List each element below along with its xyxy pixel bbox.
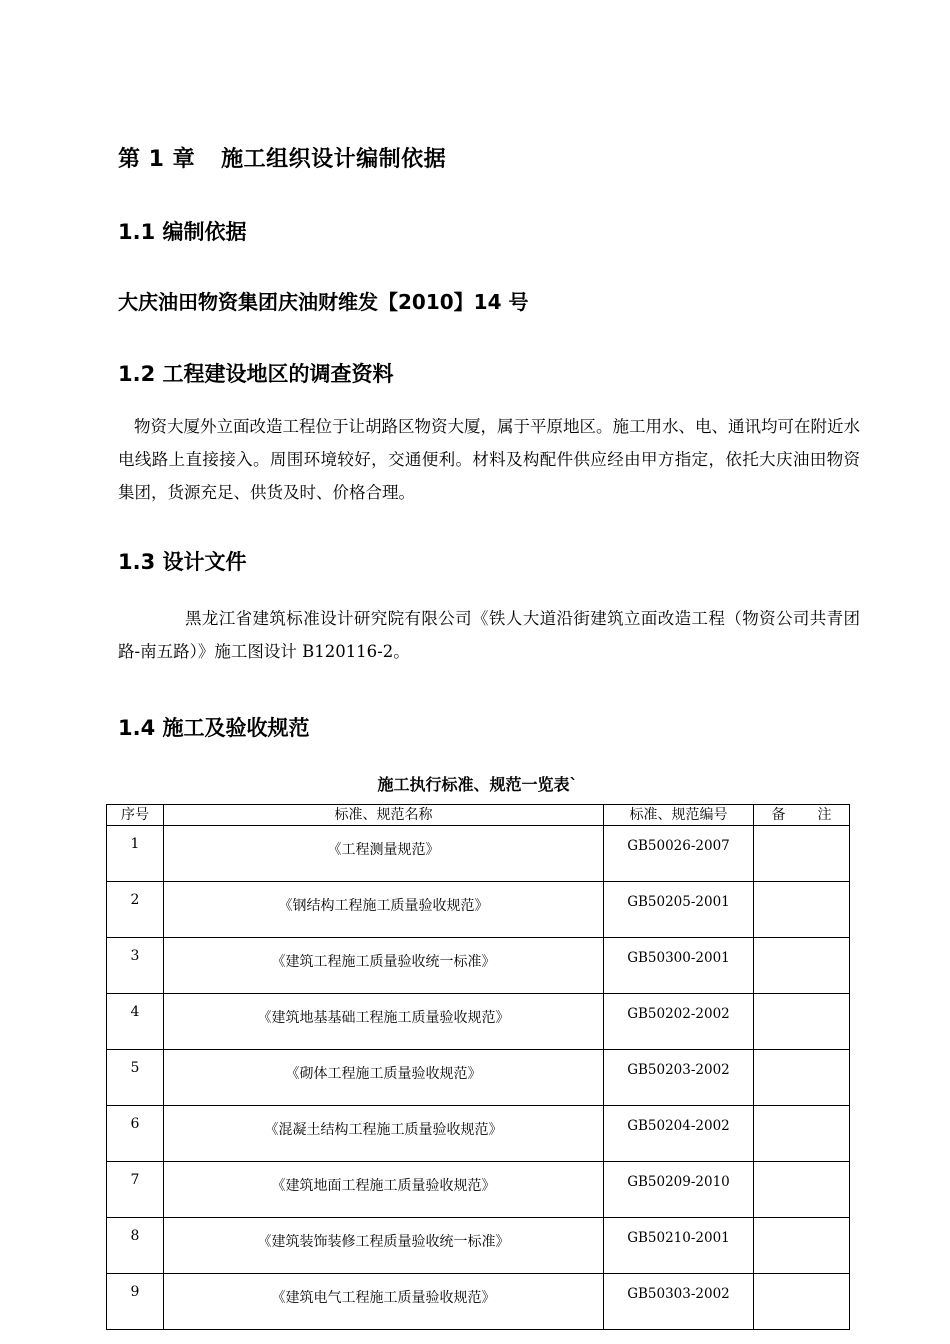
table-caption: 施工执行标准、规范一览表` [377,775,578,794]
header-note [754,805,850,826]
header-note-b: 注 [817,807,832,823]
table-row [107,1106,850,1162]
chapter-title [118,142,446,173]
row-no: 1 [107,826,164,882]
row-note [754,1162,850,1218]
row-code: GB50204-2002 [604,1106,754,1162]
table-row [107,1218,850,1274]
row-note [754,1274,850,1330]
row-name: 《建筑地面工程施工质量验收规范》 [164,1162,604,1218]
row-name: 《工程测量规范》 [164,826,604,882]
row-note [754,994,850,1050]
row-note [754,1050,850,1106]
header-note-a: 备 [771,807,786,823]
row-code: GB50209-2010 [604,1162,754,1218]
table-row [107,1274,850,1330]
row-no: 2 [107,882,164,938]
table-row [107,1050,850,1106]
section-1-3-body: 黑龙江省建筑标准设计研究院有限公司《铁人大道沿街建筑立面改造工程（物资公司共青团路-南五路）》施工图设计 B120116-2。 [118,609,860,661]
chapter-name: 施工组织设计编制依据 [221,147,447,172]
row-code: GB50026-2007 [604,826,754,882]
table-row [107,1162,850,1218]
table-row [107,882,850,938]
row-note [754,882,850,938]
row-note [754,826,850,882]
row-code: GB50300-2001 [604,938,754,994]
section-1-2-body: 物资大厦外立面改造工程位于让胡路区物资大厦，属于平原地区。施工用水、电、通讯均可在附近水电线路上直接接入。周围环境较好，交通便利。材料及构配件供应经由甲方指定，依托大庆油田物资集团，货源充足、供货及时、价格合理。 [118,417,860,502]
row-name: 《混凝土结构工程施工质量验收规范》 [164,1106,604,1162]
section-1-4-title: 1.4 施工及验收规范 [118,716,310,740]
row-no: 8 [107,1218,164,1274]
row-note [754,1106,850,1162]
row-no: 4 [107,994,164,1050]
table-header-row [107,805,850,826]
standards-table [106,804,850,1330]
table-row [107,938,850,994]
row-name: 《建筑地基基础工程施工质量验收规范》 [164,994,604,1050]
row-code: GB50205-2001 [604,882,754,938]
chapter-number: 第 1 章 [118,147,196,172]
row-no: 6 [107,1106,164,1162]
row-name: 《砌体工程施工质量验收规范》 [164,1050,604,1106]
table-row [107,994,850,1050]
section-1-1-title: 1.1 编制依据 [118,220,247,244]
row-code: GB50203-2002 [604,1050,754,1106]
table-row [107,826,850,882]
row-code: GB50202-2002 [604,994,754,1050]
section-1-3-title: 1.3 设计文件 [118,550,247,574]
section-1-2-title: 1.2 工程建设地区的调查资料 [118,362,394,386]
row-no: 5 [107,1050,164,1106]
row-code: GB50303-2002 [604,1274,754,1330]
basis-document-reference: 大庆油田物资集团庆油财维发【2010】14 号 [118,290,529,314]
row-name: 《钢结构工程施工质量验收规范》 [164,882,604,938]
row-name: 《建筑电气工程施工质量验收规范》 [164,1274,604,1330]
row-name: 《建筑装饰装修工程质量验收统一标准》 [164,1218,604,1274]
row-code: GB50210-2001 [604,1218,754,1274]
header-no: 序号 [107,805,164,826]
row-no: 9 [107,1274,164,1330]
row-note [754,938,850,994]
row-no: 7 [107,1162,164,1218]
row-no: 3 [107,938,164,994]
row-name: 《建筑工程施工质量验收统一标准》 [164,938,604,994]
header-name: 标准、规范名称 [164,805,604,826]
header-code: 标准、规范编号 [604,805,754,826]
row-note [754,1218,850,1274]
